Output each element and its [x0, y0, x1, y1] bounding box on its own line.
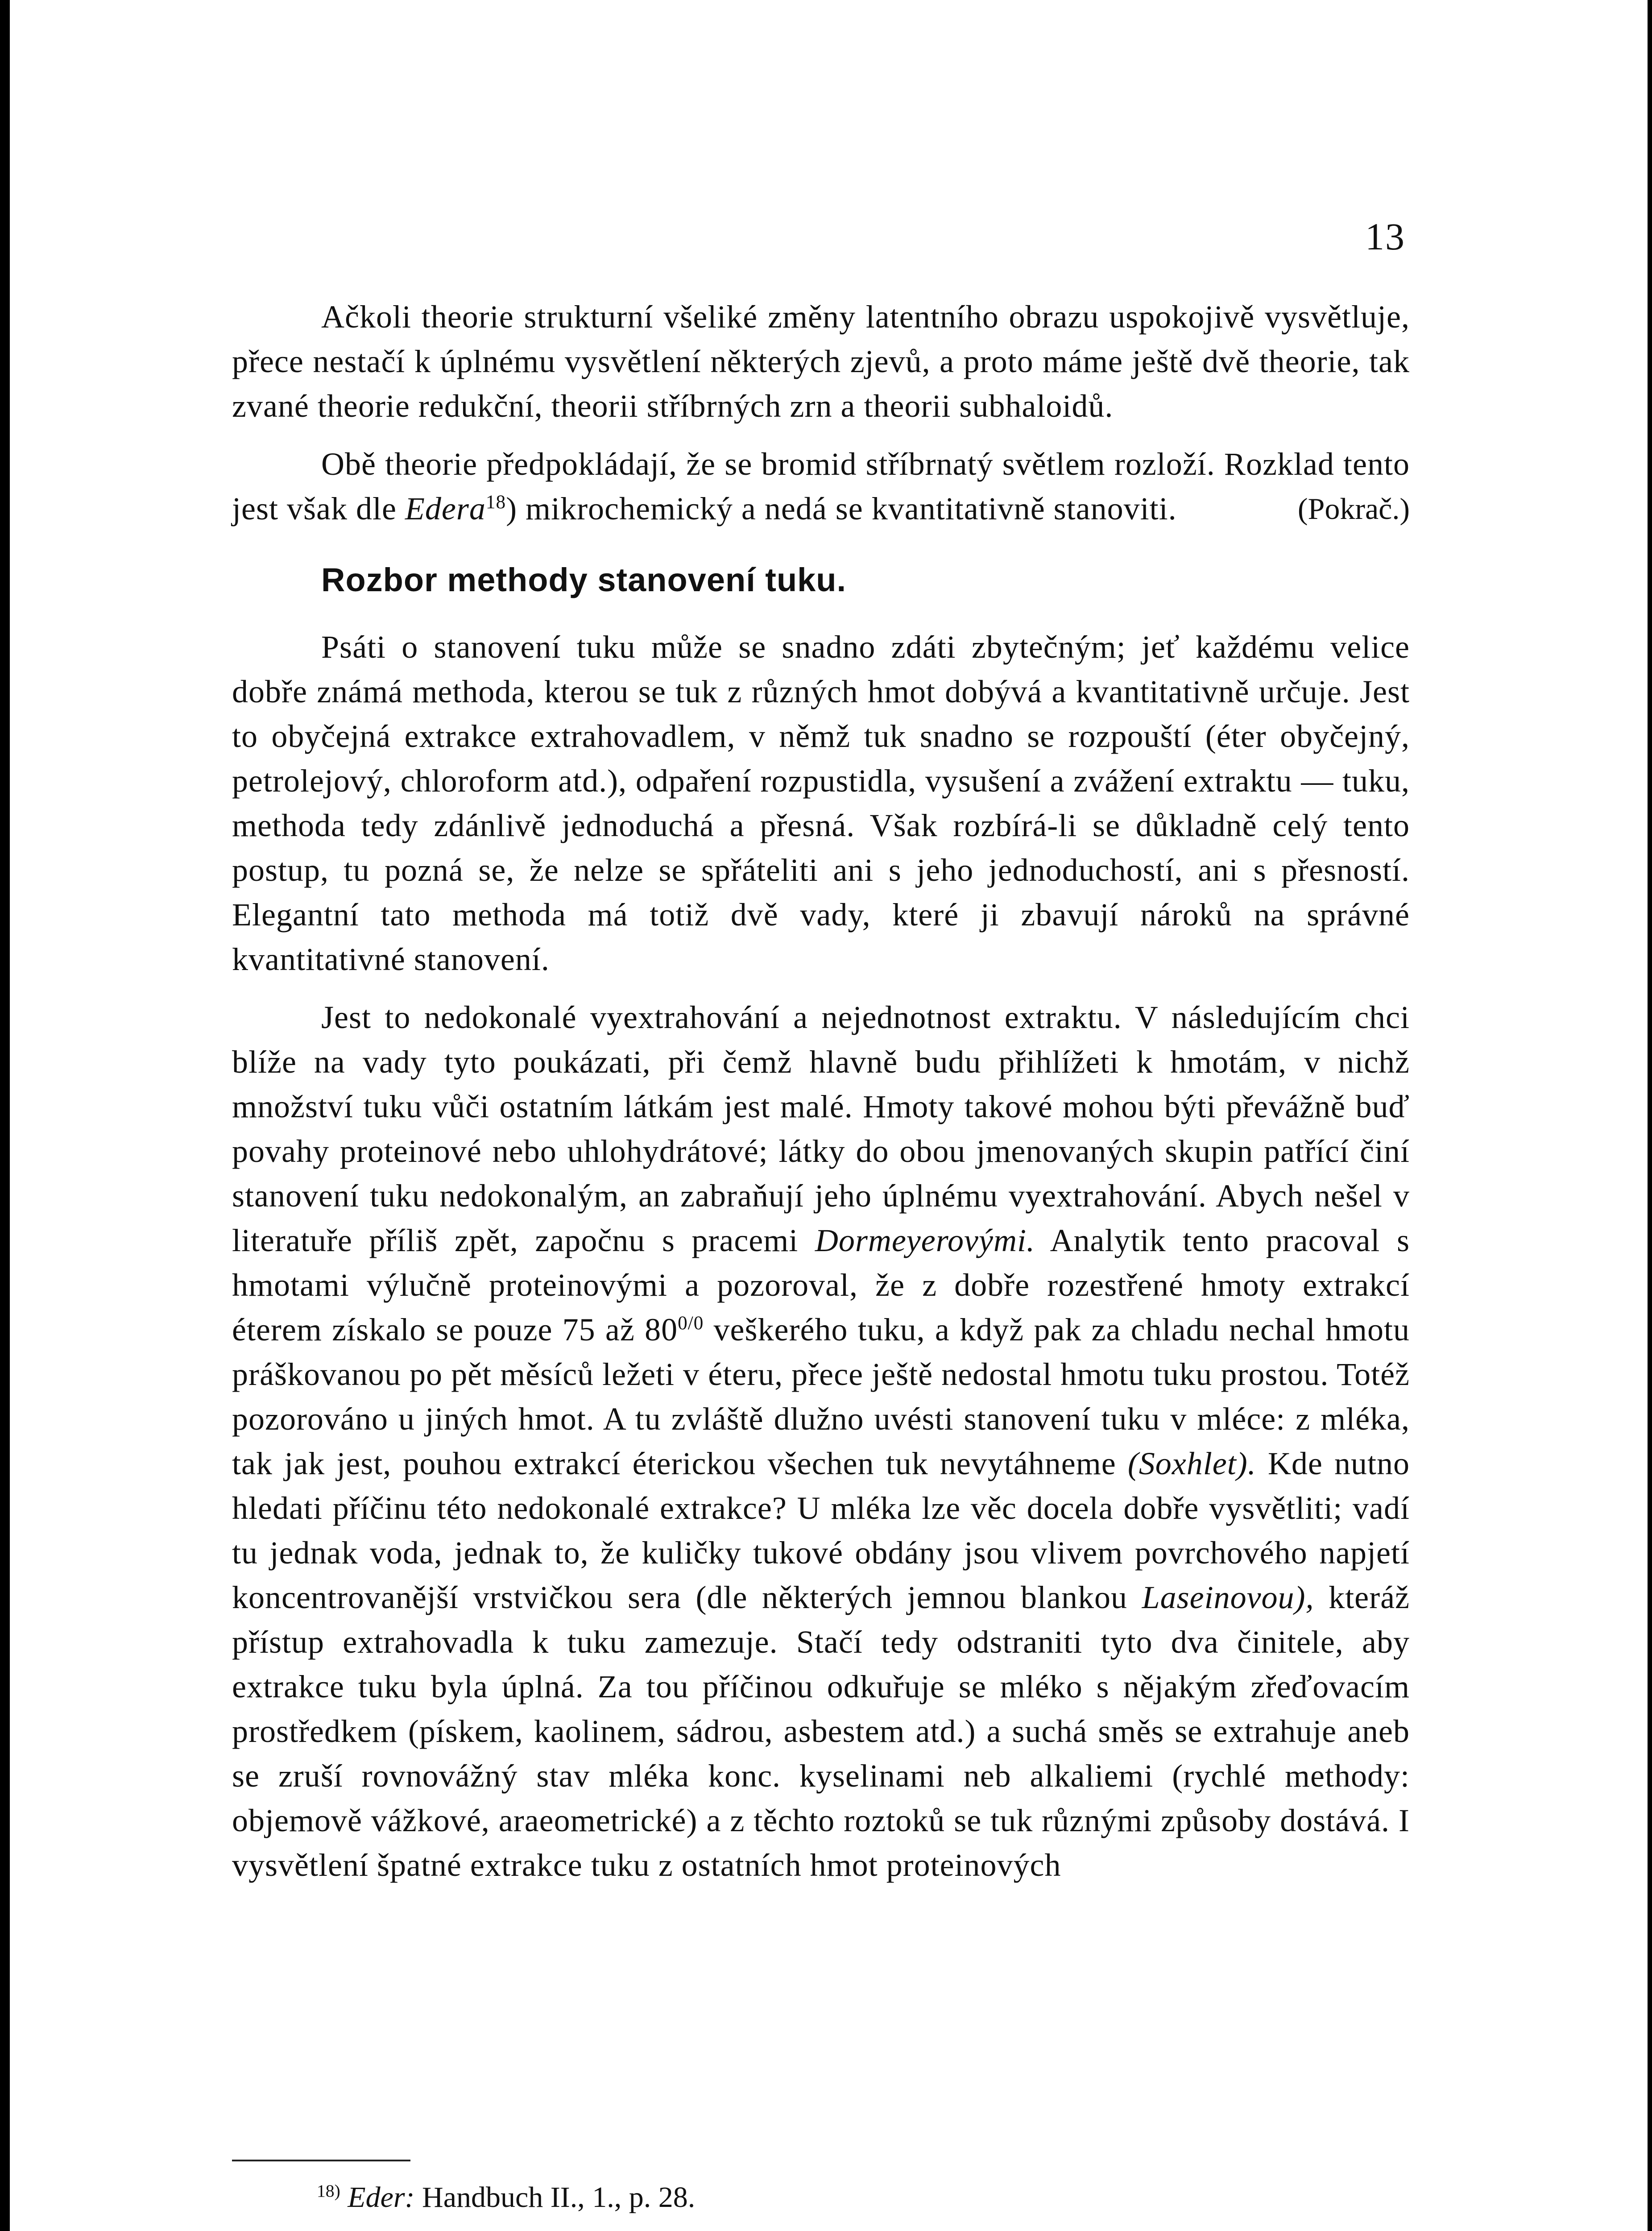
section-heading: Rozbor methody stanovení tuku. [321, 561, 847, 598]
footnote-ref-18: 18 [485, 492, 506, 513]
footnote-rule [232, 2160, 410, 2161]
footnote-18 [317, 2177, 695, 2218]
author-edera: Edera [405, 491, 486, 527]
paragraph-2-text-a: Obě theorie předpokládají, že se bromid stříbrnatý světlem rozloží. Rozklad tento jest však dle [232, 446, 1410, 527]
paragraph-4-text-d: Kde nutno hledati příčinu této nedokonalé extrakce? U mléka lze věc docela dobře vysvětliti; vadí tu jednak voda, jednak to, že kuličky tukové obdány jsou vlivem povrchového napjetí koncentrovanější vrstvičkou sera (dle některých jemnou blankou [232, 1446, 1410, 1615]
continued-note: (Pokrač.) [1297, 492, 1410, 526]
paragraph-4-text-c: veškerého tuku, a když pak za chladu nechal hmotu práškovanou po pět měsíců ležeti v éteru, přece ještě nedostal hmotu tuku prostou. Totéž pozorováno u jiných hmot. A tu zvláště dlužno uvésti stanovení tuku v mléce: z mléka, tak jak jest, pouhou extrakcí éterickou všechen tuk nevytáhneme [232, 1312, 1410, 1481]
paragraph-4-text-e: kteráž přístup extrahovadla k tuku zamezuje. Stačí tedy odstraniti tyto dva činitele, aby extrakce tuku byla úplná. Za tou příčinou odkuřuje se mléko s nějakým zřeďovacím prostředkem (pískem, kaolinem, sádrou, asbestem atd.) a suchá směs se extrahuje aneb se zruší rovnovážný stav mléka konc. kyselinami neb alkaliemi (rychlé methody: objemově vážkové, araeometrické) a z těchto roztoků se tuk různými způsoby dostává. I vysvětlení špatné extrakce tuku z ostatních hmot proteinových [232, 1580, 1410, 1883]
author-laseinova: Laseinovou), [1142, 1580, 1314, 1615]
percent-sign: 0/0 [678, 1313, 704, 1334]
footnote-mark: 18) [317, 2181, 340, 2201]
author-soxhlet: (Soxhlet). [1127, 1446, 1256, 1481]
page-number: 13 [1365, 215, 1405, 258]
paragraph-4-text-a: Jest to nedokonalé vyextrahování a nejednotnost extraktu. V následujícím chci blíže na vady tyto poukázati, při čemž hlavně budu přihlížeti k hmotám, v nichž množství tuku vůči ostatním látkám jest malé. Hmoty takové mohou býti převážně buď povahy proteinové nebo uhlohydrátové; látky do obou jmenovaných skupin patřící činí stanovení tuku nedokonalým, an zabraňují jeho úplnému vyextrahování. Abych nešel v literatuře příliš zpět, započnu s pracemi [232, 999, 1410, 1258]
footnote-author: Eder: [348, 2181, 415, 2214]
main-text [232, 294, 1410, 1887]
paragraph-1: Ačkoli theorie strukturní všeliké změny latentního obrazu uspokojivě vysvětluje, přece nestačí k úplnému vysvětlení některých zjevů, a proto máme ještě dvě theorie, tak zvané theorie redukční, theorii stříbrných zrn a theorii subhaloidů. [232, 299, 1410, 424]
paragraph-4-text-b: Analytik tento pracoval s hmotami výlučně proteinovými a pozoroval, že z dobře rozestřené hmoty extrakcí éterem získalo se pouze 75 až 80 [232, 1223, 1410, 1348]
paragraph-2-text-b: ) mikrochemický a nedá se kvantitativně stanoviti. [506, 491, 1177, 527]
scan-border-left [0, 0, 10, 2231]
paragraph-3: Psáti o stanovení tuku může se snadno zdáti zbytečným; jeť každému velice dobře známá methoda, kterou se tuk z různých hmot dobývá a kvantitativně určuje. Jest to obyčejná extrakce extrahovadlem, v němž tuk snadno se rozpouští (éter obyčejný, petrolejový, chloroform atd.), odpaření rozpustidla, vysušení a zvážení extraktu — tuku, methoda tedy zdánlivě jednoduchá a přesná. Však rozbírá-li se důkladně celý tento postup, tu pozná se, že nelze se spřáteliti ani s jeho jednoduchostí, ani s přesností. Elegantní tato methoda má totiž dvě vady, které ji zbavují nároků na správné kvantitativné stanovení. [232, 629, 1410, 977]
scan-border-right [1648, 0, 1652, 2231]
paragraph-4 [232, 995, 1410, 1887]
footnote-text: Handbuch II., 1., p. 28. [422, 2181, 696, 2214]
author-dormeyer: Dormeyerovými. [815, 1223, 1035, 1258]
